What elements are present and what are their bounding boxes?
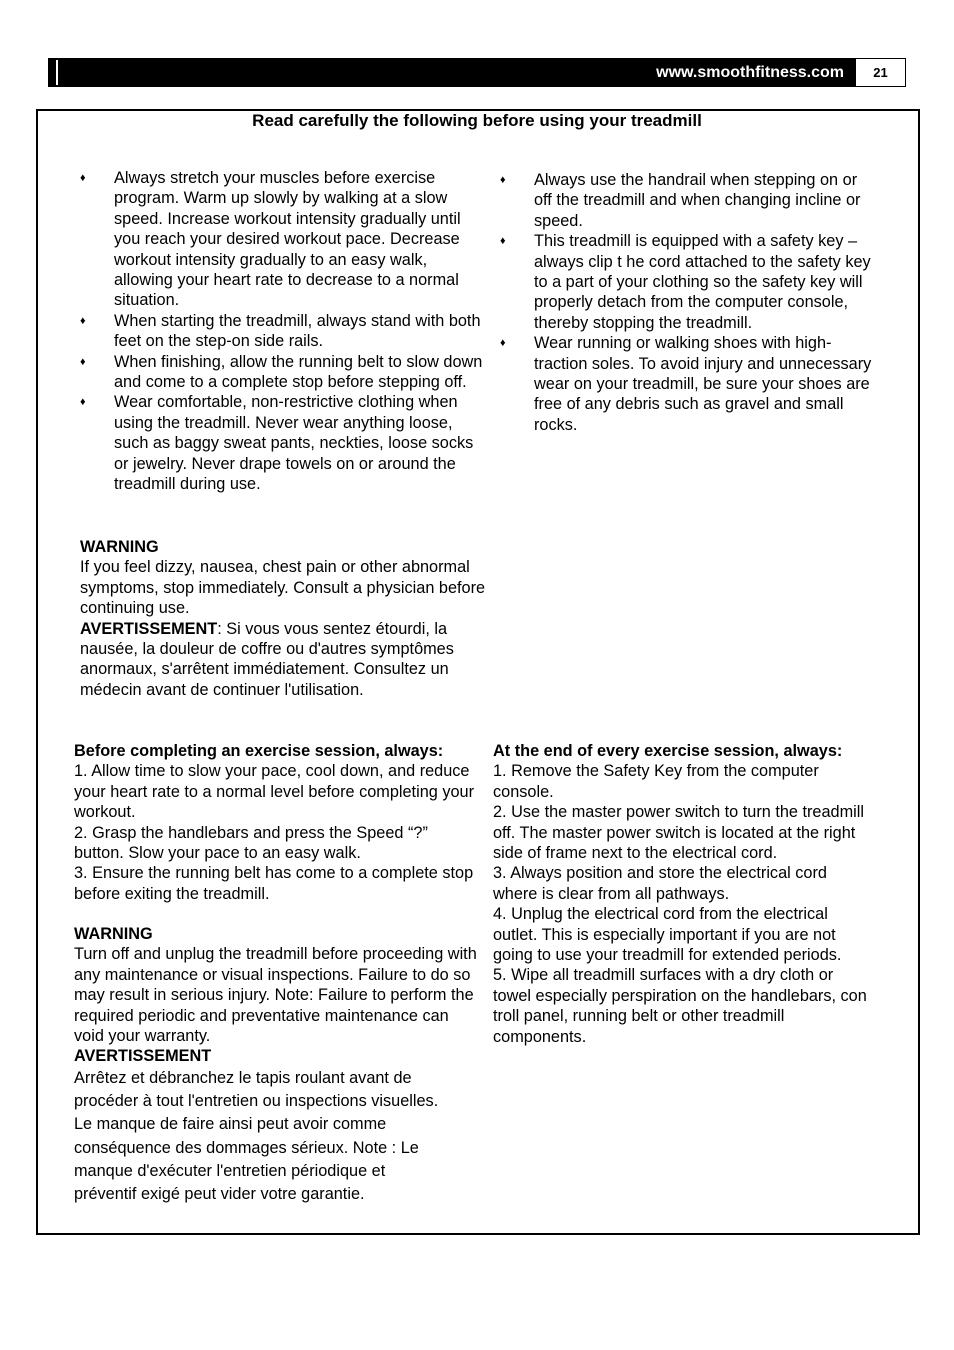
diamond-bullet-icon: ♦ xyxy=(500,174,506,186)
diamond-bullet-icon: ♦ xyxy=(80,355,86,368)
warning-french-line: procéder à tout l'entretien ou inspections visuelles. xyxy=(74,1092,439,1111)
list-item-text: When finishing, allow the running belt to slow down and come to a complete stop before stepping off. xyxy=(114,352,483,392)
warning-french-line: préventif exigé peut vider votre garantie. xyxy=(74,1185,365,1204)
list-item: 3. Ensure the running belt has come to a complete stop before exiting the treadmill. xyxy=(74,864,474,903)
diamond-bullet-icon: ♦ xyxy=(80,314,86,327)
website-url[interactable]: www.smoothfitness.com xyxy=(656,64,844,81)
before-completing-section xyxy=(74,741,480,904)
warning-french-line: manque d'exécuter l'entretien périodique et xyxy=(74,1162,386,1181)
warning-text: If you feel dizzy, nausea, chest pain or other abnormal symptoms, stop immediately. Consult a physician before continuing use. xyxy=(80,558,486,618)
list-item-text: Always use the handrail when stepping on or off the treadmill and when changing incline or speed. xyxy=(534,171,861,230)
warning-text: Turn off and unplug the treadmill before proceeding with any maintenance or visual inspections. Failure to do so may result in serious injury. Note: Failure to perform the required periodic and preventative maintenance can void your warranty. xyxy=(74,945,477,1046)
list-item xyxy=(500,333,876,435)
diamond-bullet-icon: ♦ xyxy=(500,337,506,350)
list-item-text: This treadmill is equipped with a safety key – always clip t he cord attached to the safety key to a part of your clothing so the safety key will properly detach from the computer console, thereby stopping the treadmill. xyxy=(534,232,871,332)
list-item: 2. Grasp the handlebars and press the Speed “?” button. Slow your pace to an easy walk. xyxy=(74,823,428,863)
left-safety-list xyxy=(80,168,486,495)
header-bar xyxy=(48,58,855,87)
warning-french-line: Arrêtez et débranchez le tapis roulant avant de xyxy=(74,1068,412,1087)
list-item-text: Wear comfortable, non-restrictive clothing when using the treadmill. Never wear anything loose, such as baggy sweat pants, neckties, loose socks or jewelry. Never drape towels on or around the treadmill during use. xyxy=(114,393,474,494)
warning-heading: WARNING xyxy=(80,538,159,556)
list-item xyxy=(500,170,876,231)
page-title: Read carefully the following before using your treadmill xyxy=(252,111,702,130)
warning-french-line: Le manque de faire ainsi peut avoir comme xyxy=(74,1115,387,1134)
list-item xyxy=(80,392,486,494)
header-divider xyxy=(56,60,58,85)
list-item: 1. Remove the Safety Key from the computer console. xyxy=(493,762,819,801)
warning-section xyxy=(80,537,486,700)
warning-heading: WARNING xyxy=(74,925,153,943)
list-item: 1. Allow time to slow your pace, cool down, and reduce your heart rate to a normal level before completing your workout. xyxy=(74,762,475,822)
warning-french-heading: AVERTISSEMENT xyxy=(74,1047,212,1066)
warning-french-line: conséquence des dommages sérieux. Note : Le xyxy=(74,1138,419,1157)
diamond-bullet-icon: ♦ xyxy=(80,172,86,184)
warning-french-body: : Si vous vous sentez étourdi, la nausée, la douleur de coffre ou d'autres symptômes anormaux, s'arrêtent immédiatement. Consultez un médecin avant de continuer l'utilisation. xyxy=(80,619,454,699)
page-number: 21 xyxy=(855,58,906,87)
list-item xyxy=(80,352,486,393)
warning-french-text xyxy=(80,619,486,701)
before-completing-heading: Before completing an exercise session, always: xyxy=(74,742,444,760)
list-item-text: Wear running or walking shoes with high-traction soles. To avoid injury and unnecessary wear on your treadmill, be sure your shoes are free of any debris such as gravel and small rocks. xyxy=(534,334,872,434)
list-item-text: When starting the treadmill, always stand with both feet on the step-on side rails. xyxy=(114,311,481,351)
diamond-bullet-icon: ♦ xyxy=(80,396,86,409)
diamond-bullet-icon: ♦ xyxy=(500,235,506,248)
end-session-heading: At the end of every exercise session, always: xyxy=(493,742,843,760)
list-item: 4. Unplug the electrical cord from the electrical outlet. This is especially important if you are not going to use your treadmill for extended periods. xyxy=(493,905,842,965)
warning-french-heading: AVERTISSEMENT xyxy=(80,619,218,638)
end-session-section xyxy=(493,741,871,1047)
right-safety-list xyxy=(500,170,876,435)
list-item xyxy=(80,311,486,352)
list-item xyxy=(80,168,486,311)
list-item: 2. Use the master power switch to turn the treadmill off. The master power switch is located at the right side of frame next to the electrical cord. xyxy=(493,803,865,863)
list-item-text: Always stretch your muscles before exercise program. Warm up slowly by walking at a slow speed. Increase workout intensity gradually until you reach your desired workout pace. Decrease workout intensity gradually to an easy walk, allowing your heart rate to decrease to a normal situation. xyxy=(114,169,461,310)
list-item: 5. Wipe all treadmill surfaces with a dry cloth or towel especially perspiration on the handlebars, con troll panel, running belt or other treadmill components. xyxy=(493,966,867,1046)
maintenance-warning-section xyxy=(74,924,480,1207)
list-item: 3. Always position and store the electrical cord where is clear from all pathways. xyxy=(493,864,827,903)
list-item xyxy=(500,231,876,333)
